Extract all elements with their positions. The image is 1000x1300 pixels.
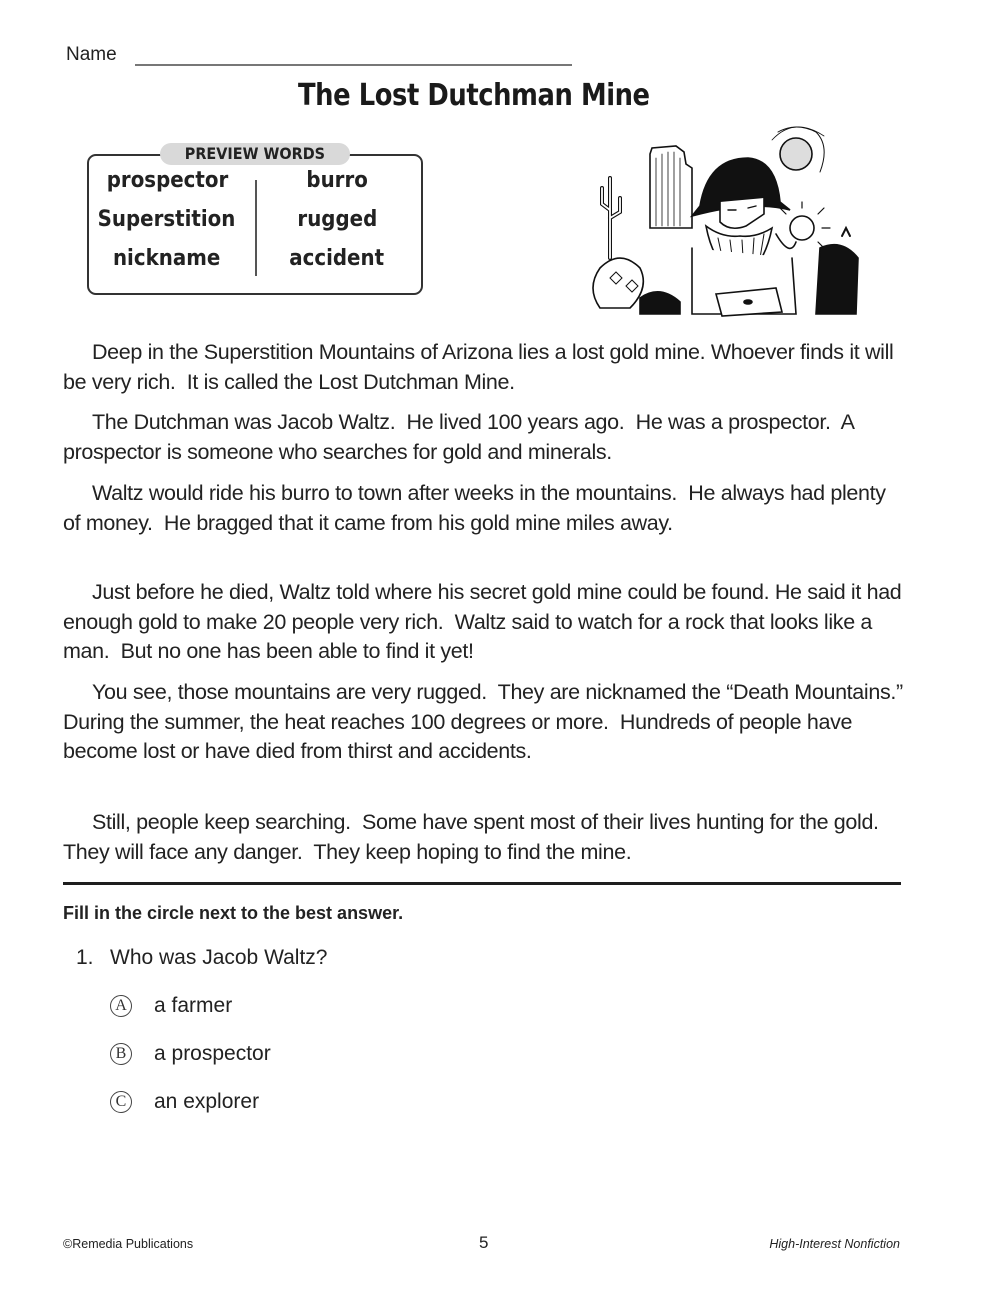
preview-word xyxy=(82,168,252,193)
preview-word xyxy=(252,207,422,232)
passage-text: Still, people keep searching. Some have spent most of their lives hunting for the gold. They will face any danger. They keep hoping to find the mine. xyxy=(63,810,885,864)
answer-choice-a[interactable] xyxy=(110,994,232,1018)
preview-word-text: burro xyxy=(306,168,368,193)
preview-word xyxy=(82,207,252,232)
passage-text: Deep in the Superstition Mountains of Arizona lies a lost gold mine. Whoever finds it will be very rich. It is called the Lost Dutchman Mine. xyxy=(63,340,894,394)
answer-text: an explorer xyxy=(154,1090,260,1113)
passage-text: You see, those mountains are very rugged. They are nicknamed the “Death Mountains.” During the summer, the heat reaches 100 degrees or more. Hundreds of people have become lost or have died from thirst and accidents. xyxy=(63,680,903,763)
passage-paragraph xyxy=(63,678,903,767)
question-text: Who was Jacob Waltz? xyxy=(110,946,328,969)
preview-word-text: accident xyxy=(289,246,385,271)
passage-paragraph xyxy=(63,808,903,867)
answer-choice-b[interactable] xyxy=(110,1042,271,1066)
question-number: 1. xyxy=(76,946,94,969)
answer-bubble-b[interactable]: B xyxy=(110,1043,132,1065)
gold-nugget-icon xyxy=(790,216,814,240)
preview-word-text: rugged xyxy=(297,207,377,232)
preview-word-text: Superstition xyxy=(98,207,236,232)
answer-bubble-a[interactable]: A xyxy=(110,995,132,1017)
question-1 xyxy=(76,946,327,970)
passage-text: The Dutchman was Jacob Waltz. He lived 100 years ago. He was a prospector. A prospector is someone who searches for gold and minerals. xyxy=(63,410,854,464)
preview-word xyxy=(252,168,422,193)
passage-paragraph xyxy=(63,578,903,667)
passage-paragraph xyxy=(63,338,903,397)
preview-words-heading xyxy=(160,143,350,165)
preview-word xyxy=(82,246,252,271)
prospector-illustration xyxy=(580,118,872,318)
passage-text: Waltz would ride his burro to town after weeks in the mountains. He always had plenty of money. He bragged that it came from his gold mine miles away. xyxy=(63,481,886,535)
passage-paragraph xyxy=(63,479,903,538)
name-input-line[interactable] xyxy=(135,64,572,66)
quiz-instruction: Fill in the circle next to the best answer. xyxy=(63,903,404,923)
passage-text: Just before he died, Waltz told where his secret gold mine could be found. He said it had enough gold to make 20 people very rich. Waltz said to watch for a rock that looks like a man. But no one has been able to find it yet! xyxy=(63,580,902,663)
page-title: The Lost Dutchman Mine xyxy=(298,78,650,113)
page-number: 5 xyxy=(479,1233,489,1252)
preview-words-heading-text: PREVIEW WORDS xyxy=(184,144,326,163)
name-label: Name xyxy=(66,44,117,65)
footer-copyright: ©Remedia Publications xyxy=(63,1237,194,1251)
answer-choice-c[interactable] xyxy=(110,1090,259,1114)
answer-text: a prospector xyxy=(154,1042,271,1065)
preview-word-text: nickname xyxy=(113,246,221,271)
passage-paragraph xyxy=(63,408,903,467)
section-divider xyxy=(63,882,901,885)
footer-series-title: High-Interest Nonfiction xyxy=(769,1237,900,1251)
answer-text: a farmer xyxy=(154,994,233,1017)
answer-bubble-c[interactable]: C xyxy=(110,1091,132,1113)
sun-icon xyxy=(780,138,812,170)
preview-word-text: prospector xyxy=(106,168,228,193)
preview-word xyxy=(252,246,422,271)
